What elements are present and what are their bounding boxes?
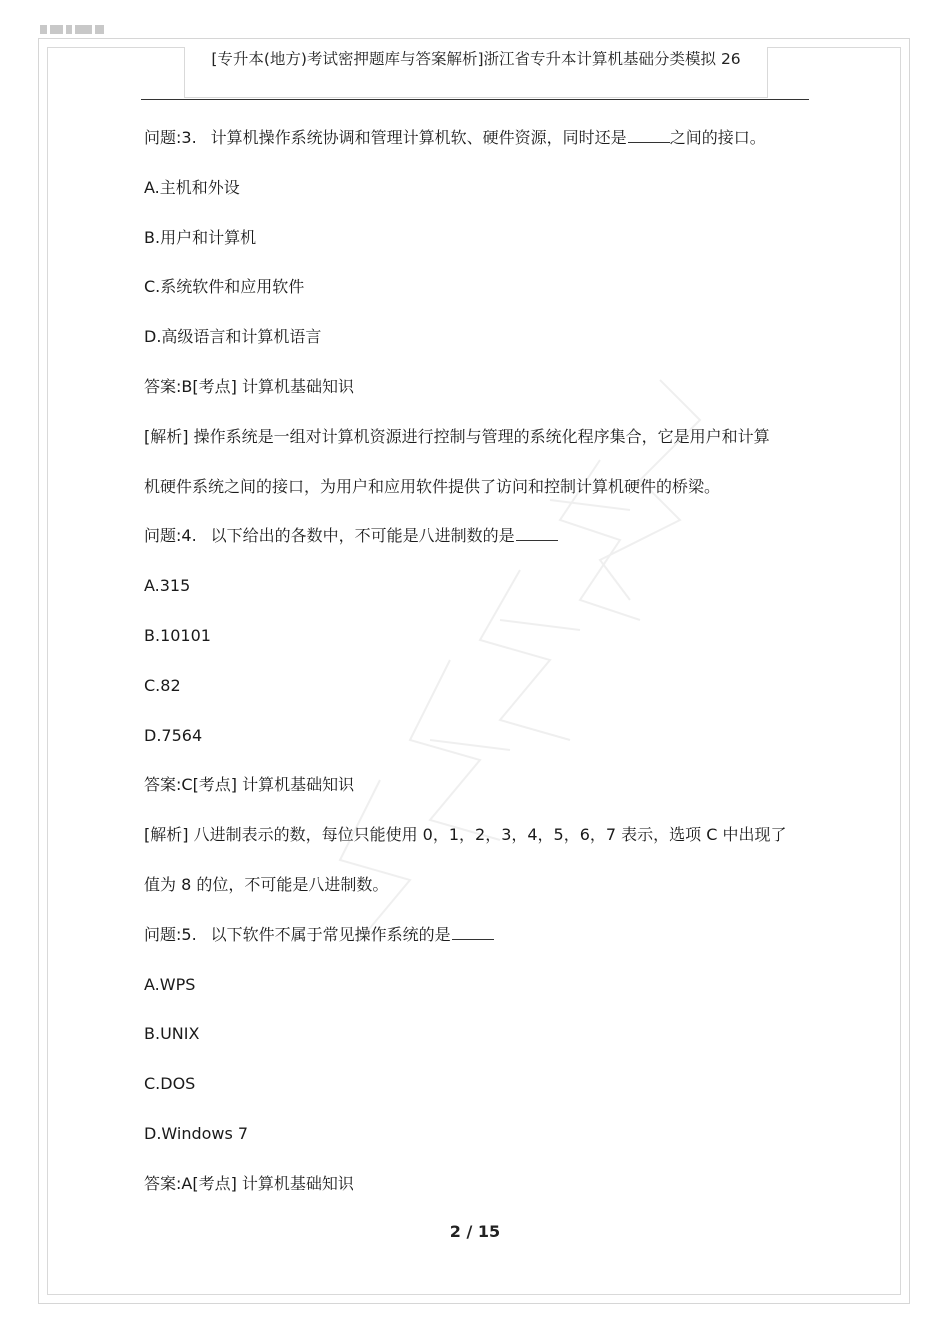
question-number: 问题:3. (144, 128, 197, 147)
text-line: D.高级语言和计算机语言 (144, 327, 322, 347)
header-rule (141, 99, 809, 100)
text-line: D.7564 (144, 725, 203, 745)
text-line: 值为 8 的位，不可能是八进制数。 (144, 874, 389, 894)
text-line: 机硬件系统之间的接口，为用户和应用软件提供了访问和控制计算机硬件的桥梁。 (144, 476, 721, 496)
text-line: C.系统软件和应用软件 (144, 277, 305, 297)
question-tail: 之间的接口。 (669, 128, 766, 147)
text-line: [解析] 操作系统是一组对计算机资源进行控制与管理的系统化程序集合，它是用户和计算 (144, 426, 770, 446)
question-text: 计算机操作系统协调和管理计算机软、硬件资源，同时还是 (210, 128, 627, 147)
page-number: 2 / 15 (449, 1222, 501, 1241)
text-line: C.82 (144, 675, 181, 695)
document-title: [专升本(地方)考试密押题库与答案解析]浙江省专升本计算机基础分类模拟 26 (211, 50, 741, 68)
text-line: B.用户和计算机 (144, 227, 257, 247)
answer-blank (452, 938, 494, 940)
question-text: 以下给出的各数中，不可能是八进制数的是 (210, 526, 515, 546)
text-line: A.WPS (144, 974, 196, 994)
document-body (144, 113, 814, 1209)
text-line: B.10101 (144, 625, 211, 645)
answer-blank (516, 539, 558, 541)
text-line: D.Windows 7 (144, 1123, 249, 1143)
question-number: 问题:5. (144, 924, 197, 944)
text-line: 答案:A[考点] 计算机基础知识 (144, 1173, 354, 1193)
question-number: 问题:4. (144, 526, 197, 546)
answer-blank (628, 141, 670, 143)
text-line: 答案:C[考点] 计算机基础知识 (144, 775, 355, 795)
question-line (144, 511, 814, 561)
text-line: C.DOS (144, 1074, 196, 1094)
text-line: B.UNIX (144, 1024, 200, 1044)
question-line (144, 113, 814, 163)
text-line: A.主机和外设 (144, 177, 240, 197)
question-line (144, 910, 814, 960)
text-line: A.315 (144, 576, 191, 596)
text-line: [解析] 八进制表示的数，每位只能使用 0，1，2，3，4，5，6，7 表示，选项 C 中出现了 (144, 825, 787, 845)
question-text: 以下软件不属于常见操作系统的是 (210, 924, 451, 944)
corner-mark (40, 22, 104, 34)
text-line: 答案:B[考点] 计算机基础知识 (144, 376, 354, 396)
